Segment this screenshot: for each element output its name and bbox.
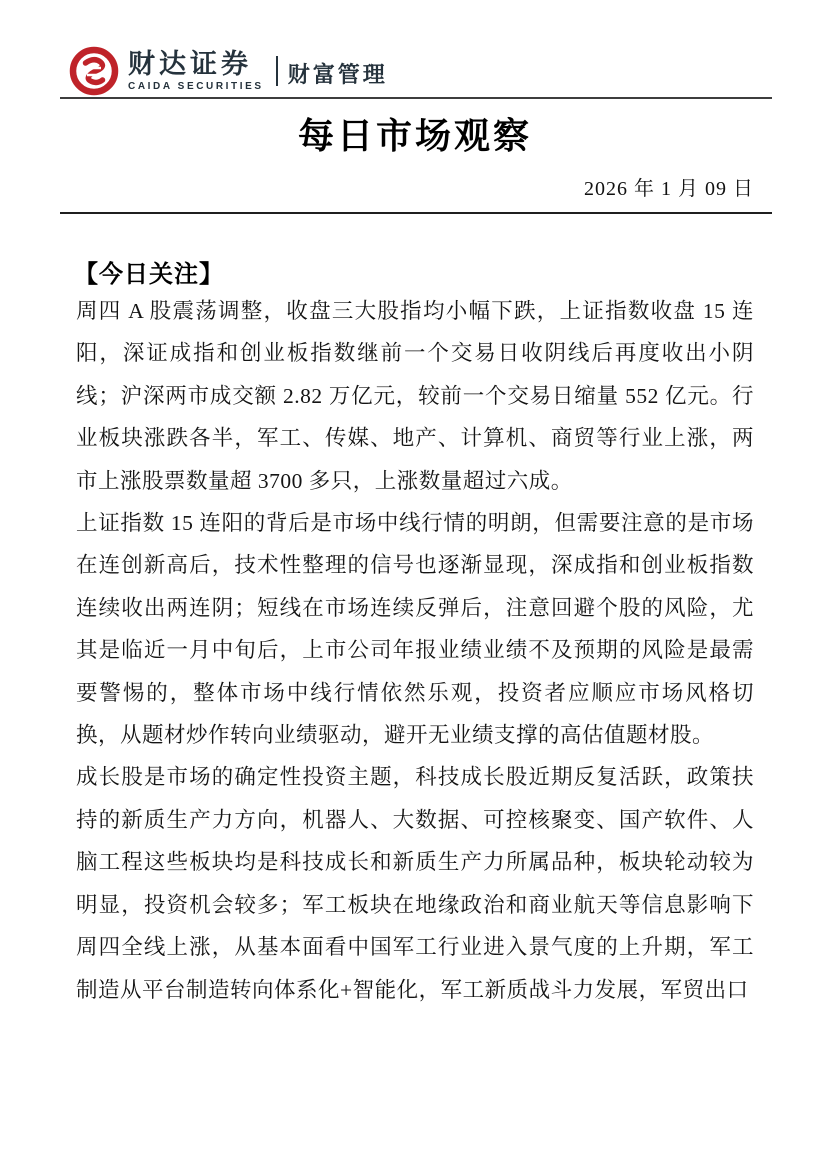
brand-header <box>68 46 388 96</box>
brand-name-en: CAIDA SECURITIES <box>128 80 264 92</box>
paragraph-market-review: 周四 A 股震荡调整，收盘三大股指均小幅下跌，上证指数收盘 15 连阳，深证成指和创业板指数继前一个交易日收阴线后再度收出小阴线；沪深两市成交额 2.82 万亿元，较前一个交易日缩量 552 亿元。行业板块涨跌各半，军工、传媒、地产、计算机、商贸等行业上涨，两市上涨股票数量超 3700 多只，上涨数量超过六成。 <box>76 299 754 493</box>
brand-names <box>128 48 264 92</box>
title-rule <box>60 212 772 214</box>
report-body <box>76 290 754 1011</box>
brand-tagline: 财富管理 <box>287 61 388 87</box>
paragraph-growth-stocks: 成长股是市场的确定性投资主题，科技成长股近期反复活跃，政策扶持的新质生产力方向，机器人、大数据、可控核聚变、国产软件、人脑工程这些板块均是科技成长和新质生产力所属品种，板块轮动较为明显，投资机会较多；军工板块在地缘政治和商业航天等信息影响下周四全线上涨，从基本面看中国军工行业进入景气度的上升期，军工制造从平台制造转向体系化+智能化，军工新质战斗力发展，军贸出口 <box>76 765 754 1002</box>
paragraph-index-analysis: 上证指数 15 连阳的背后是市场中线行情的明朗，但需要注意的是市场在连创新高后，技术性整理的信号也逐渐显现，深成指和创业板指数连续收出两连阴；短线在市场连续反弹后，注意回避个股的风险，尤其是临近一月中旬后，上市公司年报业绩业绩不及预期的风险是最需要警惕的，整体市场中线行情依然乐观，投资者应顺应市场风格切换，从题材炒作转向业绩驱动，避开无业绩支撑的高估值题材股。 <box>76 511 754 748</box>
page-title: 每日市场观察 <box>297 116 532 156</box>
section-heading-today-focus: 【今日关注】 <box>74 261 224 288</box>
brand-divider <box>276 56 278 86</box>
header-rule <box>60 97 772 99</box>
report-date: 2026 年 1 月 09 日 <box>584 178 754 200</box>
caida-logo-icon <box>68 46 120 96</box>
brand-name-cn: 财达证券 <box>128 48 252 79</box>
